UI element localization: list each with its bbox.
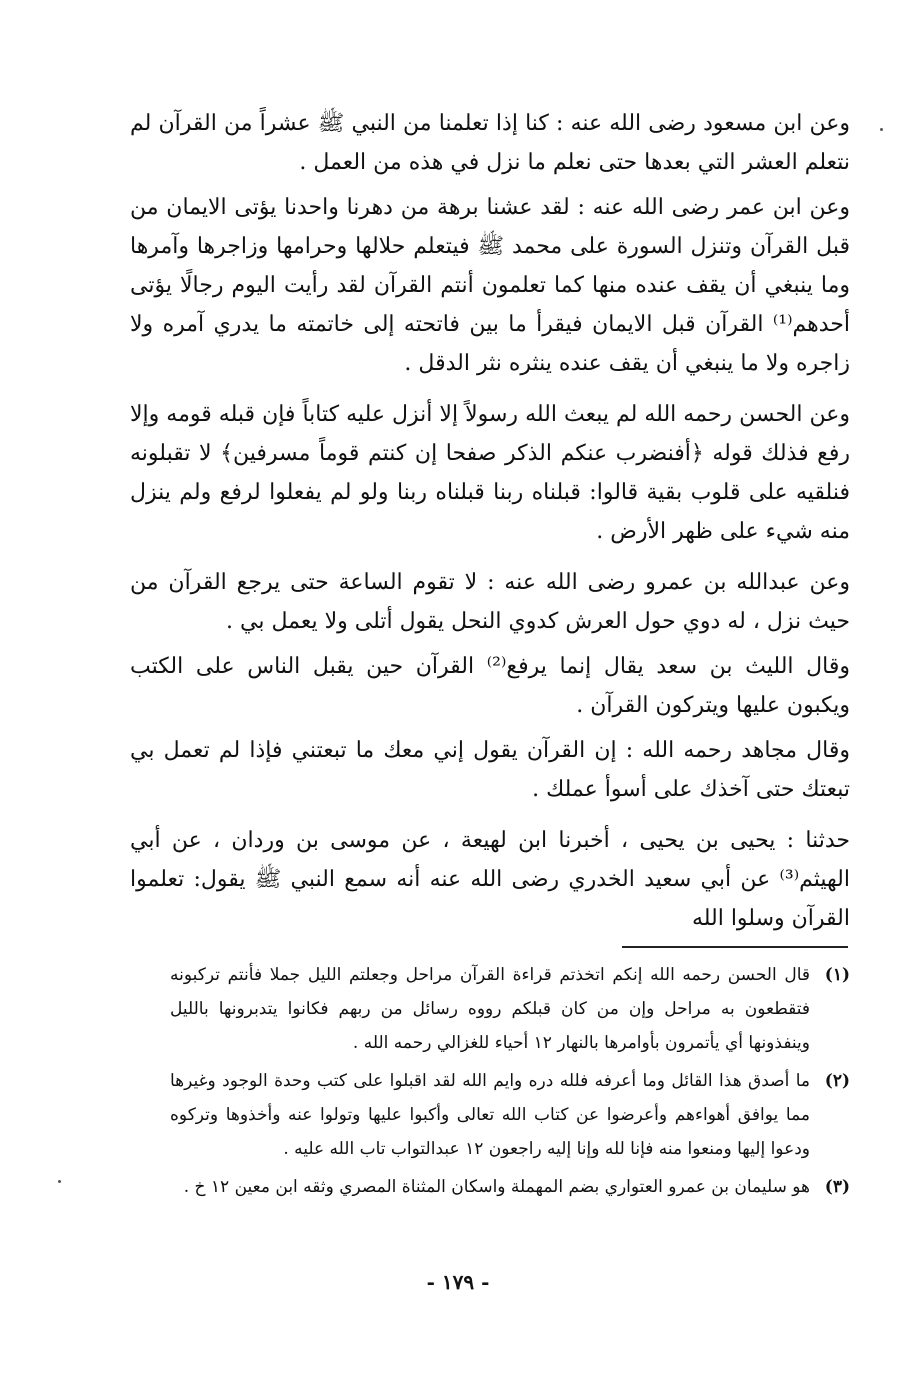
scan-speck xyxy=(880,128,883,131)
paragraph-1: وعن ابن مسعود رضى الله عنه : كنا إذا تعلمنا من النبي ﷺ عشراً من القرآن لم نتعلم العشر التي بعدها حتى نعلم ما نزل في هذه من العمل . xyxy=(130,111,850,175)
paragraph-7: حدثنا : يحيى بن يحيى ، أخبرنا ابن لهيعة ، عن موسى بن وردان ، عن أبي الهيثم⁽³⁾ عن أبي سعيد الخدري رضى الله عنه أنه سمع النبي ﷺ يقول: تعلموا القرآن وسلوا الله xyxy=(130,828,850,931)
footnote-separator xyxy=(622,946,848,948)
paragraph-6: وقال مجاهد رحمه الله : إن القرآن يقول إني معك ما تبعتني فإذا لم تعمل بي تبعتك حتى آخذك على أسوأ عملك . xyxy=(130,738,850,802)
page-number: - ١٧٩ - xyxy=(426,1270,490,1294)
footnote-text: قال الحسن رحمه الله إنكم اتخذتم قراءة القرآن مراحل وجعلتم الليل جملا فأنتم تركبونه فتقطعون به مراحل وإن من كان قبلكم رووه رسائل من ربهم فكانوا يتدبرونها بالليل وينفذونها أي يأتمرون بأوامرها بالنهار ١٢ أحياء للغزالي رحمه الله . xyxy=(170,965,810,1053)
paragraph-5: وقال الليث بن سعد يقال إنما يرفع⁽²⁾ القرآن حين يقبل الناس على الكتب ويكبون عليها ويتركون القرآن . xyxy=(130,654,850,718)
footnote-number: (٢) xyxy=(824,1071,850,1091)
paragraph-4: وعن عبدالله بن عمرو رضى الله عنه : لا تقوم الساعة حتى يرجع القرآن من حيث نزل ، له دوي حول العرش كدوي النحل يقول أتلى ولا يعمل بي . xyxy=(130,570,850,634)
footnote-number: (٣) xyxy=(824,1177,850,1197)
footnote-text: ما أصدق هذا القائل وما أعرفه فلله دره وايم الله لقد اقبلوا على كتب وحدة الوجود وغيرها مما يوافق أهواءهم وأعرضوا عن كتاب الله تعالى وأكبوا عليها وتولوا عنه وأخذوها وتركوه ودعوا إليها ومنعوا منه فإنا لله وإنا إليه راجعون ١٢ عبدالتواب تاب الله عليه . xyxy=(170,1071,810,1159)
footnote-1 xyxy=(170,958,850,1060)
main-text xyxy=(130,104,850,944)
footnote-text: هو سليمان بن عمرو العتواري بضم المهملة واسكان المثناة المصري وثقه ابن معين ١٢ خ . xyxy=(183,1177,810,1197)
footnote-2 xyxy=(170,1064,850,1166)
footnote-3 xyxy=(170,1170,850,1204)
paragraph-2: وعن ابن عمر رضى الله عنه : لقد عشنا برهة من دهرنا واحدنا يؤتى الايمان من قبل القرآن وتنزل السورة على محمد ﷺ فيتعلم حلالها وحرامها وزاجرها وآمرها وما ينبغي أن يقف عنده منها كما تعلمون أنتم القرآن لقد رأيت اليوم رجالًا يؤتى أحدهم⁽¹⁾ القرآن قبل الايمان فيقرأ ما بين فاتحته إلى خاتمته ما يدري آمره ولا زاجره ولا ما ينبغي أن يقف عنده ينثره نثر الدقل . xyxy=(130,195,850,376)
scan-speck xyxy=(58,1180,61,1183)
paragraph-3: وعن الحسن رحمه الله لم يبعث الله رسولاً إلا أنزل عليه كتاباً فإن قبله قومه وإلا رفع فذلك قوله ﴿أفنضرب عنكم الذكر صفحا إن كنتم قوماً مسرفين﴾ لا تقبلونه فنلقيه على قلوب بقية قالوا: قبلناه ربنا قبلناه ربنا ولو لم يفعلوا لرفع ولم ينزل منه شيء على ظهر الأرض . xyxy=(130,402,850,544)
footnote-number: (١) xyxy=(824,965,850,985)
footnotes xyxy=(170,958,850,1208)
